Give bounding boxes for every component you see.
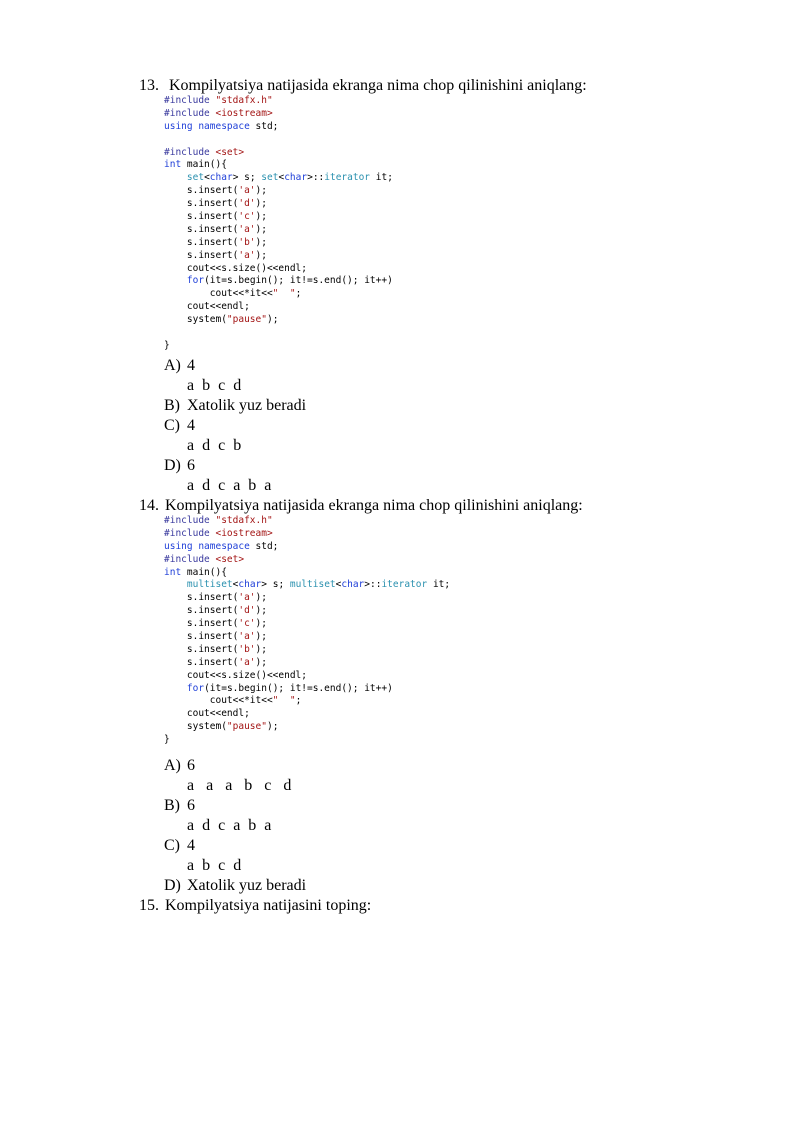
code-line [164,327,393,340]
option-14-b-output: a d c a b a [187,817,272,834]
code-line [164,631,450,644]
code-token: system( [164,314,227,326]
code-line [164,172,393,185]
code-token: < [204,172,210,184]
code-token: ); [266,314,279,326]
code-line [164,288,393,301]
code-token: cout<<s.size()<<endl; [164,262,307,274]
code-line [164,683,450,696]
question-13-title [139,77,587,95]
option-13-b [164,397,306,415]
code-token: ); [255,618,267,630]
code-token: > s; [261,579,290,591]
code-token: std; [249,540,279,552]
code-token: s.insert( [164,185,239,197]
code-token: 'c' [238,211,256,223]
code-line [164,541,450,554]
option-letter: A) [164,757,181,774]
code-token: cout<<endl; [164,301,250,313]
option-letter: C) [164,837,180,854]
option-letter: B) [164,797,180,814]
code-token: (it=s.begin(); it!=s.end(); it++) [204,682,393,694]
option-letter: D) [164,877,181,894]
code-token: >:: [364,579,382,591]
option-14-c [164,837,195,855]
code-token: for [186,275,205,287]
option-value: 4 [187,837,195,854]
code-token: it; [370,172,393,184]
code-line [164,108,393,121]
code-token: } [164,339,170,351]
code-token: ); [255,605,267,617]
code-token: for [186,682,205,694]
code-token: "pause" [226,314,267,326]
code-line [164,211,393,224]
code-token: 'b' [238,643,256,655]
option-letter: D) [164,457,181,474]
code-token: "stdafx.h" [215,515,273,526]
question-14-title [139,497,583,515]
code-token: char [209,172,233,184]
code-line [164,237,393,250]
code-line [164,670,450,683]
question-number: 14. [139,497,159,514]
code-line [164,275,393,288]
code-token: #include [164,146,216,158]
code-token: ; [295,288,302,300]
code-token: char [284,172,308,184]
code-token: ); [255,223,267,235]
option-13-d [164,457,195,475]
code-token: #include [164,527,216,539]
code-token: multiset [186,579,233,591]
code-token: s.insert( [164,631,239,643]
code-token: main(){ [181,159,227,171]
code-token: ); [255,249,267,261]
option-value: Xatolik yuz beradi [187,397,307,414]
code-token: 'a' [238,249,256,261]
question-text: Kompilyatsiya natijasini toping: [165,897,372,914]
code-token: 'a' [238,592,256,604]
code-line [164,263,393,276]
code-line [164,579,450,592]
code-token: s.insert( [164,592,239,604]
code-token: s.insert( [164,223,239,235]
code-block-14 [164,515,450,747]
code-line [164,554,450,567]
code-block-13 [164,95,393,353]
code-line [164,515,450,528]
option-13-a-output: a b c d [187,377,242,394]
option-13-c [164,417,195,435]
question-number: 13. [139,77,159,94]
option-letter: B) [164,397,180,414]
code-token: s.insert( [164,236,239,248]
code-token: iterator [381,579,428,591]
code-token: "stdafx.h" [215,95,273,106]
code-token: 'b' [238,236,256,248]
code-token: 'a' [238,656,256,668]
code-token: #include [164,553,216,565]
option-letter: C) [164,417,180,434]
code-token: } [164,734,170,746]
option-value: 6 [187,757,195,774]
code-token: s.insert( [164,605,239,617]
code-token: s.insert( [164,643,239,655]
code-token: using namespace [164,540,250,552]
code-line [164,734,450,747]
code-line [164,121,393,134]
code-token: <set> [215,553,245,565]
code-line [164,198,393,211]
code-line [164,250,393,263]
code-token: <iostream> [215,107,273,119]
code-line [164,340,393,353]
code-token: > s; [232,172,262,184]
code-token: >:: [307,172,325,184]
code-line [164,605,450,618]
option-value: 6 [187,457,195,474]
code-line [164,567,450,580]
code-token: #include [164,107,216,119]
code-line [164,147,393,160]
code-token: " " [272,695,296,707]
code-token: multiset [289,579,336,591]
option-14-a [164,757,195,775]
question-text: Kompilyatsiya natijasida ekranga nima chop qilinishini aniqlang: [169,77,587,94]
code-token: 'a' [238,631,256,643]
code-token: < [335,579,342,591]
code-token: 'd' [238,605,256,617]
code-line [164,721,450,734]
code-line [164,528,450,541]
code-token: ; [295,695,302,707]
code-token: char [238,579,262,591]
code-line [164,185,393,198]
code-token: #include [164,515,216,526]
option-14-c-output: a b c d [187,857,242,874]
code-token: ); [255,211,267,223]
code-token: ); [255,631,267,643]
code-line [164,314,393,327]
code-token: s.insert( [164,211,239,223]
code-token: system( [164,721,227,733]
code-token: set [261,172,279,184]
code-token: cout<<endl; [164,708,250,720]
question-15-title [139,897,371,915]
code-line [164,301,393,314]
code-line [164,618,450,631]
code-token: <set> [215,146,245,158]
option-13-d-output: a d c a b a [187,477,272,494]
code-token: iterator [324,172,371,184]
code-line [164,708,450,721]
option-value: 6 [187,797,195,814]
code-token: s.insert( [164,656,239,668]
code-token: ); [255,656,267,668]
code-token: 'a' [238,223,256,235]
code-token: "pause" [226,721,267,733]
code-token: <iostream> [215,527,273,539]
option-14-a-output: a a a b c d [187,777,292,794]
code-line [164,224,393,237]
code-token: (it=s.begin(); it!=s.end(); it++) [204,275,393,287]
code-token: #include [164,95,216,106]
code-token: int [164,566,182,578]
code-token: using namespace [164,120,250,132]
code-token: std; [249,120,279,132]
code-token: set [186,172,205,184]
code-token: < [278,172,285,184]
code-token [164,172,187,183]
code-token: 'a' [238,185,256,197]
code-token [164,683,187,694]
option-13-c-output: a d c b [187,437,242,454]
code-token: cout<<s.size()<<endl; [164,669,307,681]
question-number: 15. [139,897,159,914]
code-token: ); [266,721,279,733]
option-14-b [164,797,195,815]
code-token [164,275,187,286]
code-token: s.insert( [164,198,239,210]
code-token: main(){ [181,566,227,578]
code-token: ); [255,643,267,655]
code-line [164,592,450,605]
code-token: it; [427,579,451,591]
code-token: 'd' [238,198,256,210]
code-line [164,644,450,657]
code-token: " " [272,288,296,300]
code-line [164,695,450,708]
question-text: Kompilyatsiya natijasida ekranga nima chop qilinishini aniqlang: [165,497,583,514]
code-token: ); [255,592,267,604]
code-token: s.insert( [164,618,239,630]
code-token: char [341,579,365,591]
code-token: 'c' [238,618,256,630]
code-token: ); [255,236,267,248]
code-token: ); [255,185,267,197]
code-line [164,159,393,172]
code-line [164,95,393,108]
code-token: cout<<*it<< [164,695,273,707]
code-line [164,657,450,670]
code-token: s.insert( [164,249,239,261]
option-14-d [164,877,306,895]
code-token: int [164,159,182,171]
option-13-a [164,357,195,375]
code-token [164,579,187,590]
option-value: Xatolik yuz beradi [187,877,307,894]
code-token: cout<<*it<< [164,288,273,300]
option-value: 4 [187,417,195,434]
code-token: < [232,579,239,591]
code-token: ); [255,198,267,210]
code-line [164,134,393,147]
option-letter: A) [164,357,181,374]
option-value: 4 [187,357,195,374]
